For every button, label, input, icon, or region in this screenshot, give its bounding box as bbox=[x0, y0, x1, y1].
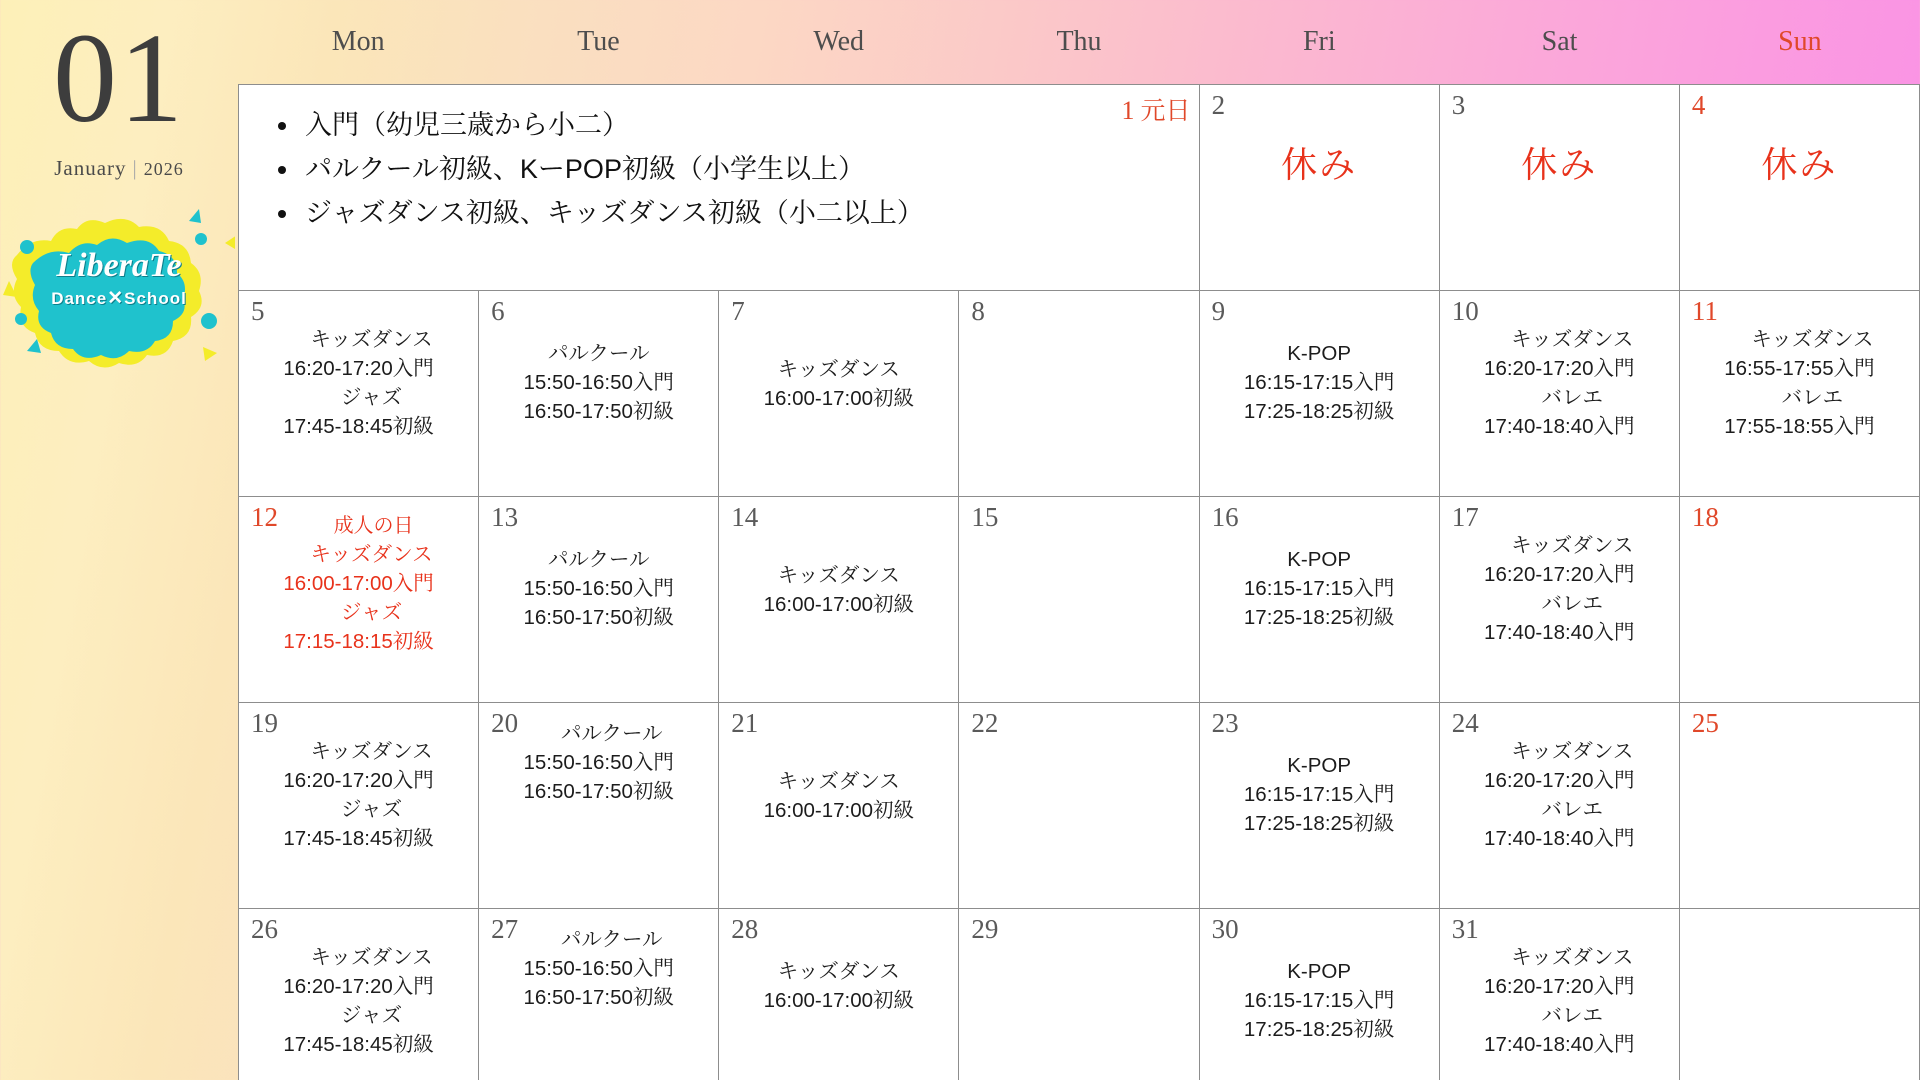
day-cell-10[interactable] bbox=[1440, 291, 1680, 497]
event-list bbox=[725, 957, 952, 1015]
event-line: 16:15-17:15入門 bbox=[1243, 989, 1395, 1013]
event-line: キッズダンス bbox=[1511, 740, 1634, 763]
month-number: 01 bbox=[53, 7, 185, 149]
school-logo bbox=[3, 203, 235, 373]
event-line: パルクール bbox=[560, 722, 663, 745]
day-cell-23[interactable] bbox=[1200, 703, 1440, 909]
event-line: キッズダンス bbox=[310, 946, 433, 969]
event-line: バレエ bbox=[1541, 386, 1604, 410]
event-line: パルクール bbox=[547, 342, 650, 365]
logo-splash-icon bbox=[3, 203, 235, 373]
event-list bbox=[1206, 545, 1433, 632]
event-line: 17:25-18:25初級 bbox=[1243, 606, 1395, 630]
event-list bbox=[1446, 325, 1673, 441]
event-line: 17:45-18:45初級 bbox=[283, 827, 434, 851]
day-cell-16[interactable] bbox=[1200, 497, 1440, 703]
day-cell-6[interactable] bbox=[479, 291, 719, 497]
logo-sub-right: School bbox=[124, 289, 187, 308]
event-list bbox=[485, 925, 712, 1012]
event-line: バレエ bbox=[1781, 386, 1844, 410]
event-line: キッズダンス bbox=[1751, 328, 1874, 351]
day-cell-2[interactable] bbox=[1200, 85, 1440, 291]
day-cell-31[interactable] bbox=[1440, 909, 1680, 1080]
day-cell-13[interactable] bbox=[479, 497, 719, 703]
event-line: 16:20-17:20入門 bbox=[283, 975, 434, 999]
day-cell-7[interactable] bbox=[719, 291, 959, 497]
event-list bbox=[485, 719, 712, 806]
weekday-header-row bbox=[238, 0, 1920, 84]
event-line: 16:00-17:00初級 bbox=[763, 799, 915, 823]
daynum-12: 12 bbox=[251, 502, 278, 532]
event-line: キッズダンス bbox=[310, 328, 433, 351]
daynum-23: 23 bbox=[1211, 708, 1239, 738]
event-line: キッズダンス bbox=[1511, 946, 1634, 969]
weekday-fri: Fri bbox=[1302, 26, 1336, 57]
closed-label: 休み bbox=[1521, 144, 1598, 185]
event-list bbox=[725, 767, 952, 825]
month-subtitle bbox=[0, 156, 238, 181]
event-list bbox=[1446, 943, 1673, 1059]
event-line: 16:00-17:00入門 bbox=[283, 572, 434, 596]
weekday-thu: Thu bbox=[1056, 26, 1102, 57]
month-name-en: January bbox=[54, 156, 127, 180]
event-list bbox=[245, 737, 472, 853]
daynum-14: 14 bbox=[731, 502, 759, 532]
day-cell-21[interactable] bbox=[719, 703, 959, 909]
daynum-4: 4 bbox=[1691, 90, 1706, 120]
event-list bbox=[485, 545, 712, 632]
day-cell-25[interactable] bbox=[1680, 703, 1920, 909]
day-cell-29[interactable] bbox=[959, 909, 1199, 1080]
event-line: ジャズ bbox=[341, 1004, 403, 1028]
daynum-10: 10 bbox=[1451, 296, 1479, 326]
event-line: 16:20-17:20入門 bbox=[1484, 357, 1635, 381]
event-line: K-POP bbox=[1287, 754, 1352, 777]
day-cell-8[interactable] bbox=[959, 291, 1199, 497]
daynum-25: 25 bbox=[1691, 708, 1719, 738]
day-cell-22[interactable] bbox=[959, 703, 1199, 909]
class-legend-list bbox=[301, 103, 1199, 235]
daynum-9: 9 bbox=[1211, 296, 1226, 326]
daynum-1: 1 bbox=[1121, 96, 1135, 125]
daynum-5: 5 bbox=[251, 296, 265, 326]
day-cell-28[interactable] bbox=[719, 909, 959, 1080]
daynum-8: 8 bbox=[971, 296, 985, 326]
daynum-31: 31 bbox=[1451, 914, 1479, 944]
day-cell-4[interactable] bbox=[1680, 85, 1920, 291]
event-line: バレエ bbox=[1541, 592, 1604, 616]
event-list bbox=[1206, 339, 1433, 426]
logo-sub-left: Dance bbox=[51, 289, 108, 308]
daynum-18: 18 bbox=[1691, 502, 1719, 532]
holiday-label-newyear: 元日 bbox=[1140, 97, 1191, 125]
event-line: ジャズ bbox=[341, 798, 403, 822]
daynum-24: 24 bbox=[1451, 708, 1479, 738]
event-line: 15:50-16:50入門 bbox=[523, 577, 674, 601]
event-line: 17:25-18:25初級 bbox=[1243, 812, 1395, 836]
legend-item: • ジャズダンス初級、キッズダンス初級（小二以上） bbox=[301, 191, 1199, 235]
event-line: 17:45-18:45初級 bbox=[283, 415, 434, 439]
day-cell-11[interactable] bbox=[1680, 291, 1920, 497]
event-line: バレエ bbox=[1541, 798, 1604, 822]
logo-main-text: LiberaTe bbox=[56, 247, 182, 284]
weekday-tue: Tue bbox=[577, 26, 620, 57]
event-line: 16:00-17:00初級 bbox=[763, 387, 915, 411]
weekday-sun: Sun bbox=[1778, 26, 1822, 57]
event-line: 16:00-17:00初級 bbox=[763, 989, 915, 1013]
daynum-30: 30 bbox=[1211, 914, 1239, 944]
event-line: 15:50-16:50入門 bbox=[523, 751, 674, 775]
event-line: キッズダンス bbox=[310, 543, 433, 566]
event-line: 17:40-18:40入門 bbox=[1484, 621, 1635, 645]
event-line: 16:20-17:20入門 bbox=[283, 357, 434, 381]
event-line: 16:50-17:50初級 bbox=[523, 400, 674, 424]
daynum-7: 7 bbox=[731, 296, 745, 326]
event-line: キッズダンス bbox=[310, 740, 433, 763]
calendar bbox=[238, 0, 1920, 1080]
daynum-17: 17 bbox=[1451, 502, 1479, 532]
daynum-2: 2 bbox=[1211, 90, 1226, 120]
daynum-22: 22 bbox=[971, 708, 999, 738]
event-line: キッズダンス bbox=[1511, 534, 1634, 557]
day-cell-26[interactable] bbox=[239, 909, 479, 1080]
class-legend-banner bbox=[239, 85, 1200, 291]
day-cell-18[interactable] bbox=[1680, 497, 1920, 703]
day-cell-1 bbox=[1122, 91, 1191, 127]
event-line: 16:50-17:50初級 bbox=[523, 986, 674, 1010]
month-rail bbox=[0, 0, 238, 1080]
event-line: 16:15-17:15入門 bbox=[1243, 371, 1395, 395]
legend-item: • パルクール初級、KーPOP初級（小学生以上） bbox=[301, 147, 1199, 191]
closed-label: 休み bbox=[1761, 144, 1838, 185]
event-line: K-POP bbox=[1287, 960, 1352, 983]
event-line: 16:20-17:20入門 bbox=[1484, 975, 1635, 999]
day-cell-12[interactable] bbox=[239, 497, 479, 703]
event-line: 16:15-17:15入門 bbox=[1243, 577, 1395, 601]
daynum-6: 6 bbox=[491, 296, 505, 326]
daynum-27: 27 bbox=[491, 914, 519, 944]
event-line: キッズダンス bbox=[777, 564, 900, 587]
event-line: 16:50-17:50初級 bbox=[523, 780, 674, 804]
event-line: キッズダンス bbox=[1511, 328, 1634, 351]
event-line: 15:50-16:50入門 bbox=[523, 371, 674, 395]
event-line: 17:40-18:40入門 bbox=[1484, 827, 1635, 851]
event-line: 17:40-18:40入門 bbox=[1484, 415, 1635, 439]
day-cell-17[interactable] bbox=[1440, 497, 1680, 703]
daynum-16: 16 bbox=[1211, 502, 1239, 532]
event-line: K-POP bbox=[1287, 342, 1352, 365]
day-cell-14[interactable] bbox=[719, 497, 959, 703]
daynum-26: 26 bbox=[251, 914, 278, 944]
event-line: キッズダンス bbox=[777, 358, 900, 381]
event-line: 17:25-18:25初級 bbox=[1243, 1018, 1395, 1042]
event-list bbox=[725, 561, 952, 619]
day-cell-24[interactable] bbox=[1440, 703, 1680, 909]
daynum-28: 28 bbox=[731, 914, 759, 944]
event-list bbox=[245, 943, 472, 1059]
day-cell-empty bbox=[1680, 909, 1920, 1080]
event-line: ジャズ bbox=[341, 601, 403, 625]
event-line: 16:20-17:20入門 bbox=[283, 769, 434, 793]
event-line: 17:45-18:45初級 bbox=[283, 1033, 434, 1057]
event-line: 15:50-16:50入門 bbox=[523, 957, 674, 981]
daynum-15: 15 bbox=[971, 502, 999, 532]
event-line: 16:20-17:20入門 bbox=[1484, 563, 1635, 587]
day-cell-15[interactable] bbox=[959, 497, 1199, 703]
event-line: 17:25-18:25初級 bbox=[1243, 400, 1395, 424]
event-line: キッズダンス bbox=[777, 770, 900, 793]
legend-item: • 入門（幼児三歳から小二） bbox=[301, 103, 1199, 147]
day-cell-30[interactable] bbox=[1200, 909, 1440, 1080]
day-cell-20[interactable] bbox=[479, 703, 719, 909]
event-line: ジャズ bbox=[341, 386, 403, 410]
event-line: 17:40-18:40入門 bbox=[1484, 1033, 1635, 1057]
event-line: 16:15-17:15入門 bbox=[1243, 783, 1395, 807]
day-cell-27[interactable] bbox=[479, 909, 719, 1080]
day-cell-19[interactable] bbox=[239, 703, 479, 909]
day-cell-5[interactable] bbox=[239, 291, 479, 497]
event-list bbox=[1446, 737, 1673, 853]
holiday-label-coming-of-age: 成人の日 bbox=[333, 515, 414, 537]
event-list bbox=[1446, 531, 1673, 647]
event-line: 17:15-18:15初級 bbox=[283, 630, 434, 654]
daynum-13: 13 bbox=[491, 502, 519, 532]
event-line: K-POP bbox=[1287, 548, 1352, 571]
event-list bbox=[245, 540, 472, 656]
daynum-20: 20 bbox=[491, 708, 519, 738]
weekday-sat: Sat bbox=[1541, 26, 1578, 57]
logo-cross-icon: ✕ bbox=[107, 288, 125, 309]
day-cell-9[interactable] bbox=[1200, 291, 1440, 497]
weekday-mon: Mon bbox=[331, 26, 385, 57]
calendar-grid bbox=[238, 84, 1920, 1080]
event-line: 16:55-17:55入門 bbox=[1724, 357, 1875, 381]
weekday-wed: Wed bbox=[813, 26, 865, 57]
event-list bbox=[1686, 325, 1913, 441]
daynum-11: 11 bbox=[1691, 296, 1718, 326]
event-list bbox=[245, 325, 472, 441]
event-line: キッズダンス bbox=[777, 960, 900, 983]
month-year: 2026 bbox=[143, 159, 184, 179]
event-line: パルクール bbox=[547, 548, 650, 571]
event-line: 16:20-17:20入門 bbox=[1484, 769, 1635, 793]
day-cell-3[interactable] bbox=[1440, 85, 1680, 291]
daynum-29: 29 bbox=[971, 914, 999, 944]
daynum-19: 19 bbox=[251, 708, 278, 738]
daynum-3: 3 bbox=[1451, 90, 1466, 120]
event-list bbox=[1206, 751, 1433, 838]
event-line: 16:00-17:00初級 bbox=[763, 593, 915, 617]
month-separator: | bbox=[132, 156, 138, 180]
event-list bbox=[1206, 957, 1433, 1044]
event-line: パルクール bbox=[560, 928, 663, 951]
event-list bbox=[725, 355, 952, 413]
event-line: 16:50-17:50初級 bbox=[523, 606, 674, 630]
event-list bbox=[485, 339, 712, 426]
closed-label: 休み bbox=[1281, 144, 1358, 185]
event-line: 17:55-18:55入門 bbox=[1724, 415, 1875, 439]
daynum-21: 21 bbox=[731, 708, 759, 738]
event-line: バレエ bbox=[1541, 1004, 1604, 1028]
